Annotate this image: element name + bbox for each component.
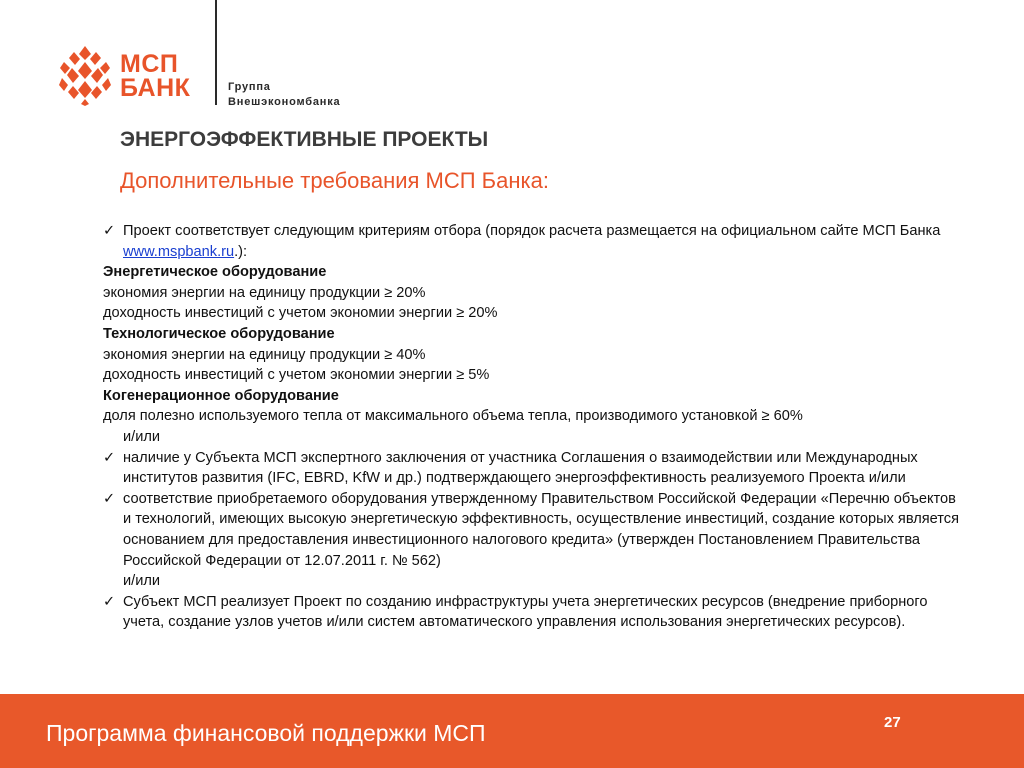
page-number: 27 xyxy=(884,714,901,731)
group-line-1: Группа xyxy=(228,81,271,93)
item-1-end: .): xyxy=(234,243,248,260)
or-connector: и/или xyxy=(123,428,161,445)
item-1-text: Проект соответствует следующим критериям отбора (порядок расчета размещается на официальном сайте МСП Банка xyxy=(123,223,941,239)
section-heading-energy: Энергетическое оборудование xyxy=(103,264,327,281)
item-3-text: соответствие приобретаемого оборудования утвержденному Правительством Российской Федерации «Перечню объектов и технологий, имеющих высокую энергетическую эффективность, осуществление инвестиций, создание которых является основанием для предоставления инвестиционного налогового кредита» (утвержден Постановлением Правительства Российской Федерации от 12.07.2011 г. № 562) xyxy=(123,490,960,569)
group-text xyxy=(228,80,340,110)
checkmark-icon: ✓ xyxy=(103,449,116,466)
list-item xyxy=(103,221,963,262)
list-item xyxy=(103,592,963,633)
section-heading-tech: Технологическое оборудование xyxy=(103,325,335,342)
footer-title: Программа финансовой поддержки МСП xyxy=(46,720,486,746)
section-line: доходность инвестиций с учетом экономии энергии ≥ 20% xyxy=(103,305,498,322)
page-title: ЭНЕРГОЭФФЕКТИВНЫЕ ПРОЕКТЫ xyxy=(120,128,489,151)
list-item xyxy=(103,448,963,489)
item-4-text: Субъект МСП реализует Проект по созданию инфраструктуры учета энергетических ресурсов (внедрение приборного учета, создание узлов учетов и/или систем автоматического управления использования энергетических ресурсов). xyxy=(123,593,928,631)
section-line: доля полезно используемого тепла от максимального объема тепла, производимого установкой ≥ 60% xyxy=(103,408,803,425)
checkmark-icon: ✓ xyxy=(103,223,116,239)
section-heading-cogeneration: Когенерационное оборудование xyxy=(103,387,339,404)
page-subtitle: Дополнительные требования МСП Банка: xyxy=(120,168,549,193)
group-line-2: Внешэкономбанка xyxy=(228,96,341,108)
footer-bar xyxy=(0,694,1024,768)
logo-wordmark xyxy=(120,52,190,100)
section-line: экономия энергии на единицу продукции ≥ 40% xyxy=(103,346,426,363)
logo-line-1: МСП xyxy=(120,50,179,78)
content-body xyxy=(103,221,963,633)
or-connector: и/или xyxy=(123,573,161,590)
section-line: доходность инвестиций с учетом экономии энергии ≥ 5% xyxy=(103,367,490,384)
msp-bank-logo-icon xyxy=(58,44,112,106)
logo-line-2: БАНК xyxy=(120,74,191,102)
checkmark-icon: ✓ xyxy=(103,490,116,507)
header-divider xyxy=(215,0,217,105)
checkmark-icon: ✓ xyxy=(103,593,116,610)
website-link[interactable]: www.mspbank.ru xyxy=(123,243,235,260)
list-item xyxy=(103,489,963,571)
section-line: экономия энергии на единицу продукции ≥ 20% xyxy=(103,284,426,301)
item-2-text: наличие у Субъекта МСП экспертного заключения от участника Соглашения о взаимодействии или Международных институтов развития (IFC, EBRD, KfW и др.) подтверждающего энергоэффективность реализуемого Проекта и/или xyxy=(123,449,918,487)
